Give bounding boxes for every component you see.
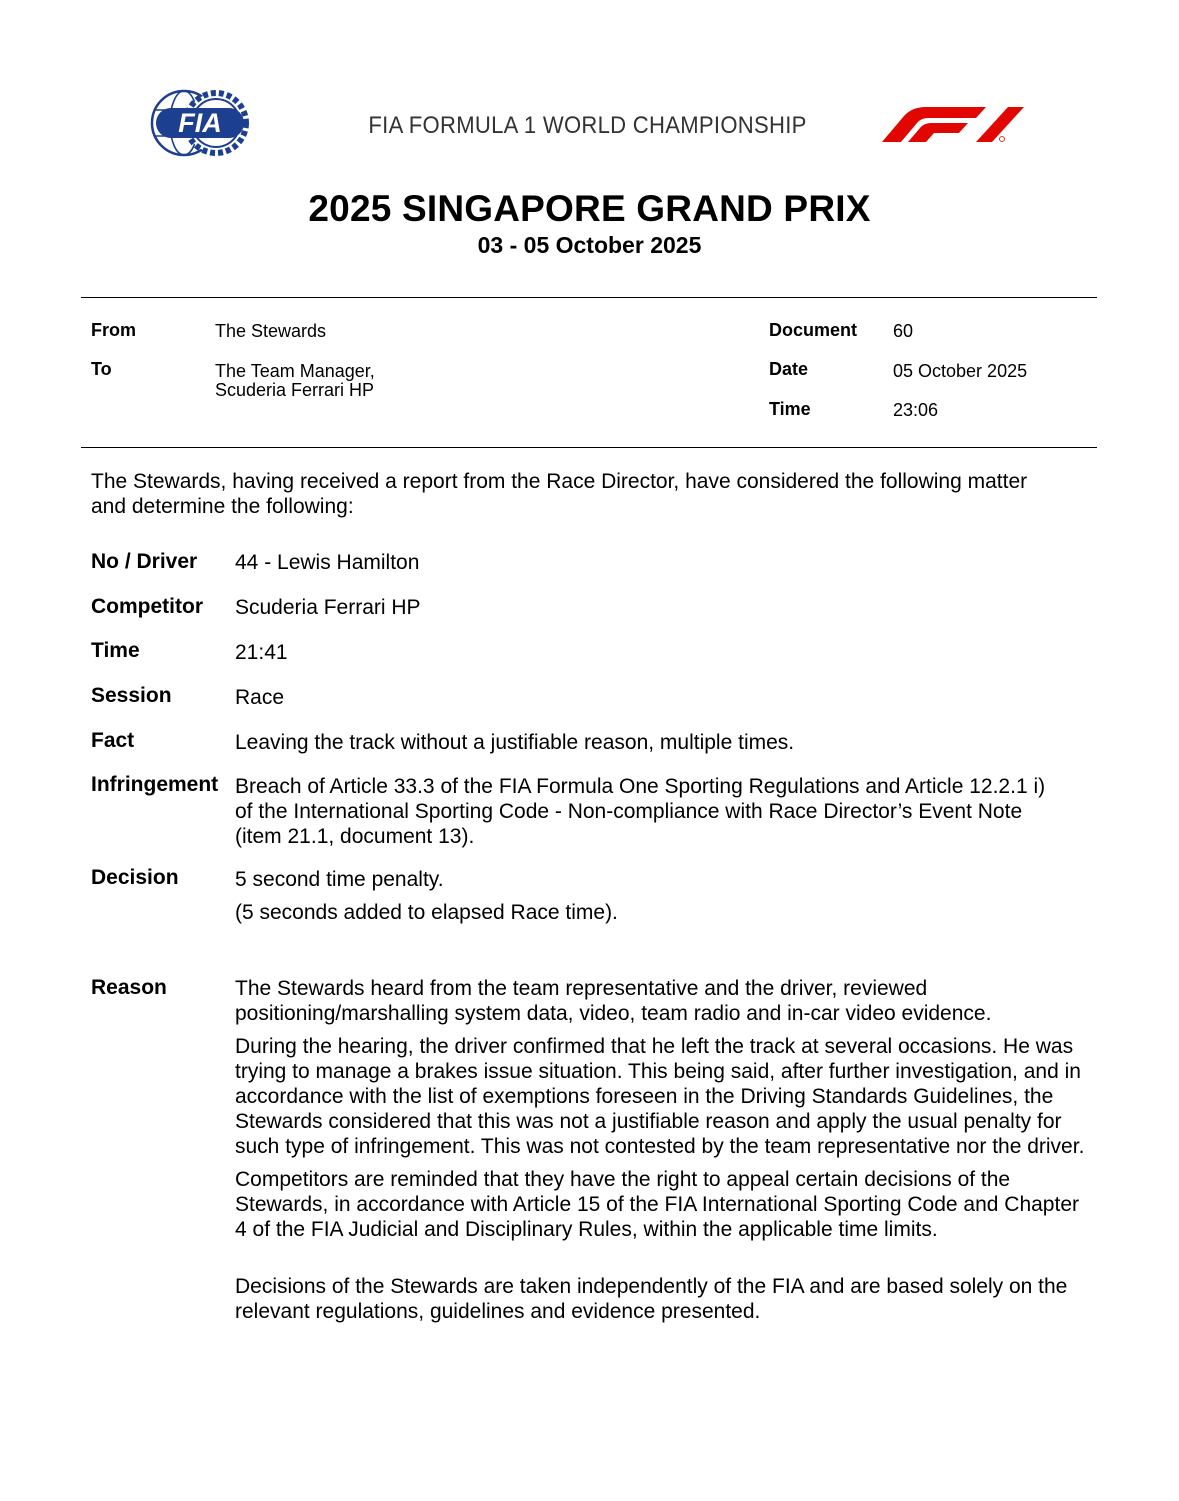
document-value: 60: [893, 321, 914, 341]
intro-text: The Stewards, having received a report from the Race Director, have considered the following matter and determine the following:: [91, 470, 1028, 518]
reason-paragraph: The Stewards heard from the team representative and the driver, reviewed positioning/marshalling system data, video, team radio and in-car video evidence.: [235, 977, 992, 1025]
to-value-line2: Scuderia Ferrari HP: [215, 380, 375, 400]
top-divider: [81, 297, 1097, 298]
from-label: From: [91, 320, 136, 340]
reason-block: [235, 976, 1085, 1324]
session-value: Race: [235, 686, 285, 709]
fact-label: Fact: [91, 729, 135, 752]
session-label: Session: [91, 684, 172, 707]
event-dates: 03 - 05 October 2025: [477, 232, 702, 258]
fia-logo-text: FIA: [178, 108, 222, 138]
event-title: 2025 SINGAPORE GRAND PRIX: [308, 188, 871, 229]
competitor-label: Competitor: [91, 595, 203, 618]
date-value: 05 October 2025: [893, 361, 1028, 381]
infringement-label: Infringement: [91, 773, 219, 796]
fact-value: Leaving the track without a justifiable reason, multiple times.: [235, 731, 795, 754]
time-value: 23:06: [893, 400, 939, 420]
decision-value-line1: 5 second time penalty.: [235, 868, 444, 891]
incident-time-value: 21:41: [235, 641, 288, 664]
decision-label: Decision: [91, 866, 179, 889]
f1-logo: [882, 104, 1024, 144]
to-label: To: [91, 359, 112, 379]
to-value-line1: The Team Manager,: [215, 361, 375, 381]
driver-value: 44 - Lewis Hamilton: [235, 551, 420, 574]
appeal-paragraph: Competitors are reminded that they have the right to appeal certain decisions of the Stewards, in accordance with Article 15 of the FIA International Sporting Code and Chapter 4 of the FIA Judicial and Disciplinary Rules, within the applicable time limits.: [235, 1168, 1079, 1241]
time-label: Time: [769, 399, 811, 419]
independence-paragraph: Decisions of the Stewards are taken independently of the FIA and are based solely on the relevant regulations, guidelines and evidence presented.: [235, 1275, 1068, 1323]
document-label: Document: [769, 320, 858, 340]
from-value: The Stewards: [215, 321, 327, 341]
incident-time-label: Time: [91, 639, 140, 662]
decision-value-line2: (5 seconds added to elapsed Race time).: [235, 901, 618, 924]
championship-title: FIA FORMULA 1 WORLD CHAMPIONSHIP: [368, 112, 807, 139]
infringement-value: Breach of Article 33.3 of the FIA Formula One Sporting Regulations and Article 12.2.1 i) of the International Sporting Code - Non-compliance with Race Director’s Event Note (item 21.1, document 13).: [235, 775, 1046, 848]
reason-paragraph: During the hearing, the driver confirmed that he left the track at several occasions. He was trying to manage a brakes issue situation. This being said, after further investigation, and in accordance with the list of exemptions foreseen in the Driving Standards Guidelines, the Stewards considered that this was not a justifiable reason and apply the usual penalty for such type of infringement. This was not contested by the team representative nor the driver.: [235, 1035, 1085, 1158]
date-label: Date: [769, 359, 809, 379]
driver-label: No / Driver: [91, 550, 198, 573]
reason-label: Reason: [91, 976, 167, 999]
bottom-divider: [81, 447, 1097, 448]
competitor-value: Scuderia Ferrari HP: [235, 596, 421, 619]
